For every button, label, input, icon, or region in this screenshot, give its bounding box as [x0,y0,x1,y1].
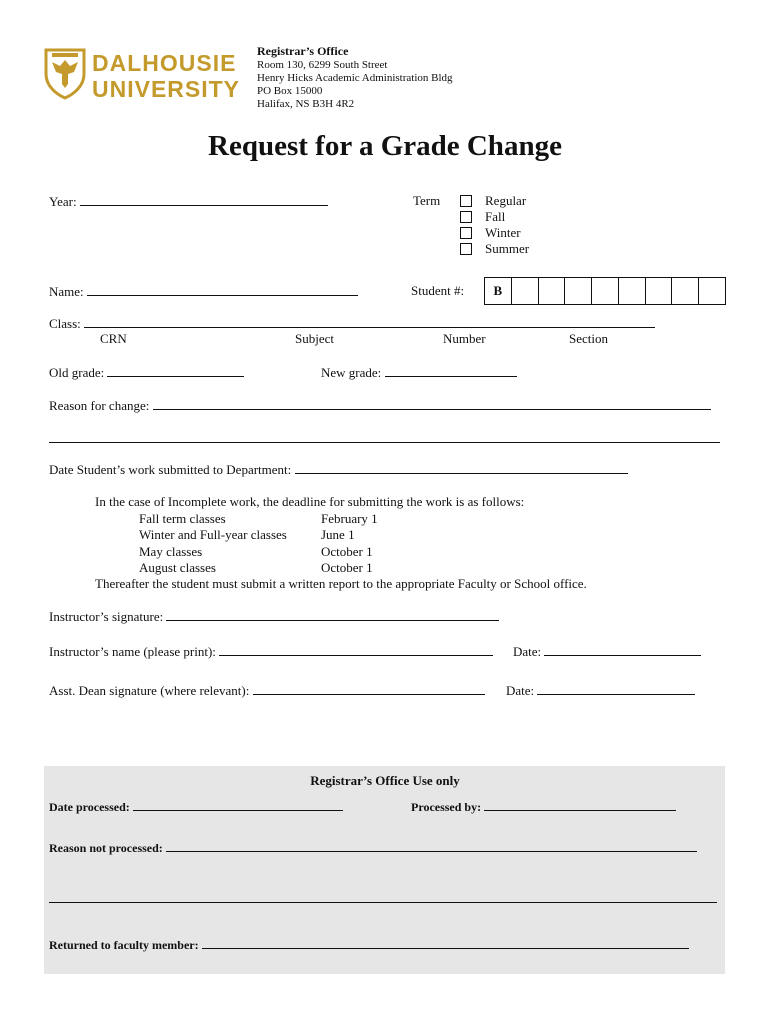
logo-wordmark-line1: DALHOUSIE [92,50,237,76]
student-number-cell[interactable] [619,278,646,304]
university-shield-logo [44,48,86,100]
student-number-cell[interactable] [565,278,592,304]
instructor-signature-line[interactable] [166,608,499,621]
term-winter-checkbox[interactable] [460,227,472,239]
returned-to-faculty-line[interactable] [202,936,689,949]
student-number-cell[interactable] [512,278,539,304]
date-submitted-label: Date Student’s work submitted to Department: [49,462,292,477]
address-line: Room 130, 6299 South Street [257,59,388,71]
old-grade-field[interactable] [49,364,244,381]
deadline-class: Winter and Full-year classes [139,527,287,542]
incomplete-intro: In the case of Incomplete work, the deadline for submitting the work is as follows: [95,494,525,509]
class-subfield-crn: CRN [100,331,127,346]
class-label: Class: [49,316,81,331]
old-grade-input-line[interactable] [107,364,244,377]
reason-label: Reason for change: [49,398,150,413]
reason-not-processed-field[interactable] [49,839,697,856]
returned-to-faculty-field[interactable] [49,936,689,953]
reason-input-line[interactable] [153,397,711,410]
date-processed-line[interactable] [133,798,343,811]
student-number-cell[interactable] [699,278,725,304]
date-processed-label: Date processed: [49,800,130,814]
dean-signature-label: Asst. Dean signature (where relevant): [49,683,250,698]
student-number-cell[interactable] [646,278,673,304]
instructor-date-line[interactable] [544,643,701,656]
page-title: Request for a Grade Change [208,130,562,162]
reason-input-line-2[interactable] [49,430,720,443]
office-use-title: Registrar’s Office Use only [310,773,460,788]
student-number-cell[interactable] [539,278,566,304]
processed-by-label: Processed by: [411,800,482,814]
student-number-grid[interactable] [484,277,726,305]
class-input-line[interactable] [84,315,655,328]
reason-field[interactable] [49,397,711,414]
student-number-label: Student #: [411,283,465,298]
incomplete-after: Thereafter the student must submit a written report to the appropriate Faculty or School office. [95,576,587,591]
term-summer-checkbox[interactable] [460,243,472,255]
reason-not-processed-line[interactable] [166,839,697,852]
name-label: Name: [49,284,84,299]
date-submitted-input-line[interactable] [295,461,628,474]
address-line: Henry Hicks Academic Administration Bldg [257,72,453,84]
student-number-prefix: B [485,278,512,304]
dean-date-line[interactable] [537,682,695,695]
instructor-date-field[interactable] [513,643,701,660]
instructor-name-label: Instructor’s name (please print): [49,644,216,659]
year-field[interactable] [49,193,328,210]
term-option-label: Regular [485,193,527,208]
deadline-date: June 1 [321,527,355,542]
term-regular-checkbox[interactable] [460,195,472,207]
processed-by-line[interactable] [484,798,676,811]
logo-wordmark-line2: UNIVERSITY [92,76,241,102]
dean-signature-field[interactable] [49,682,485,699]
deadline-class: Fall term classes [139,511,226,526]
dean-signature-line[interactable] [253,682,485,695]
term-option-label: Summer [485,241,530,256]
instructor-date-label: Date: [513,644,542,659]
deadline-date: October 1 [321,560,373,575]
student-number-cell[interactable] [672,278,699,304]
class-subfield-subject: Subject [295,331,334,346]
address-line: PO Box 15000 [257,85,323,97]
student-number-cell[interactable] [592,278,619,304]
old-grade-label: Old grade: [49,365,105,380]
new-grade-input-line[interactable] [385,364,517,377]
class-subfield-number: Number [443,331,486,346]
instructor-name-line[interactable] [219,643,493,656]
year-label: Year: [49,194,77,209]
office-title: Registrar’s Office [257,44,349,58]
name-field[interactable] [49,283,358,300]
class-subfield-section: Section [569,331,608,346]
term-fall-checkbox[interactable] [460,211,472,223]
date-submitted-field[interactable] [49,461,628,478]
processed-by-field[interactable] [411,798,676,815]
deadline-class: May classes [139,544,203,559]
dean-date-label: Date: [506,683,535,698]
name-input-line[interactable] [87,283,358,296]
new-grade-field[interactable] [321,364,517,381]
reason-not-processed-label: Reason not processed: [49,841,163,855]
new-grade-label: New grade: [321,365,382,380]
date-processed-field[interactable] [49,798,343,815]
deadline-class: August classes [139,560,216,575]
class-field[interactable] [49,315,655,332]
year-input-line[interactable] [80,193,328,206]
term-option-label: Fall [485,209,506,224]
term-option-label: Winter [485,225,521,240]
dean-date-field[interactable] [506,682,695,699]
deadline-date: February 1 [321,511,378,526]
returned-to-faculty-label: Returned to faculty member: [49,938,199,952]
address-line: Halifax, NS B3H 4R2 [257,98,355,110]
instructor-signature-field[interactable] [49,608,499,625]
instructor-name-field[interactable] [49,643,493,660]
reason-not-processed-line-2[interactable] [49,890,717,903]
term-label: Term [413,193,441,208]
instructor-signature-label: Instructor’s signature: [49,609,164,624]
deadline-date: October 1 [321,544,373,559]
